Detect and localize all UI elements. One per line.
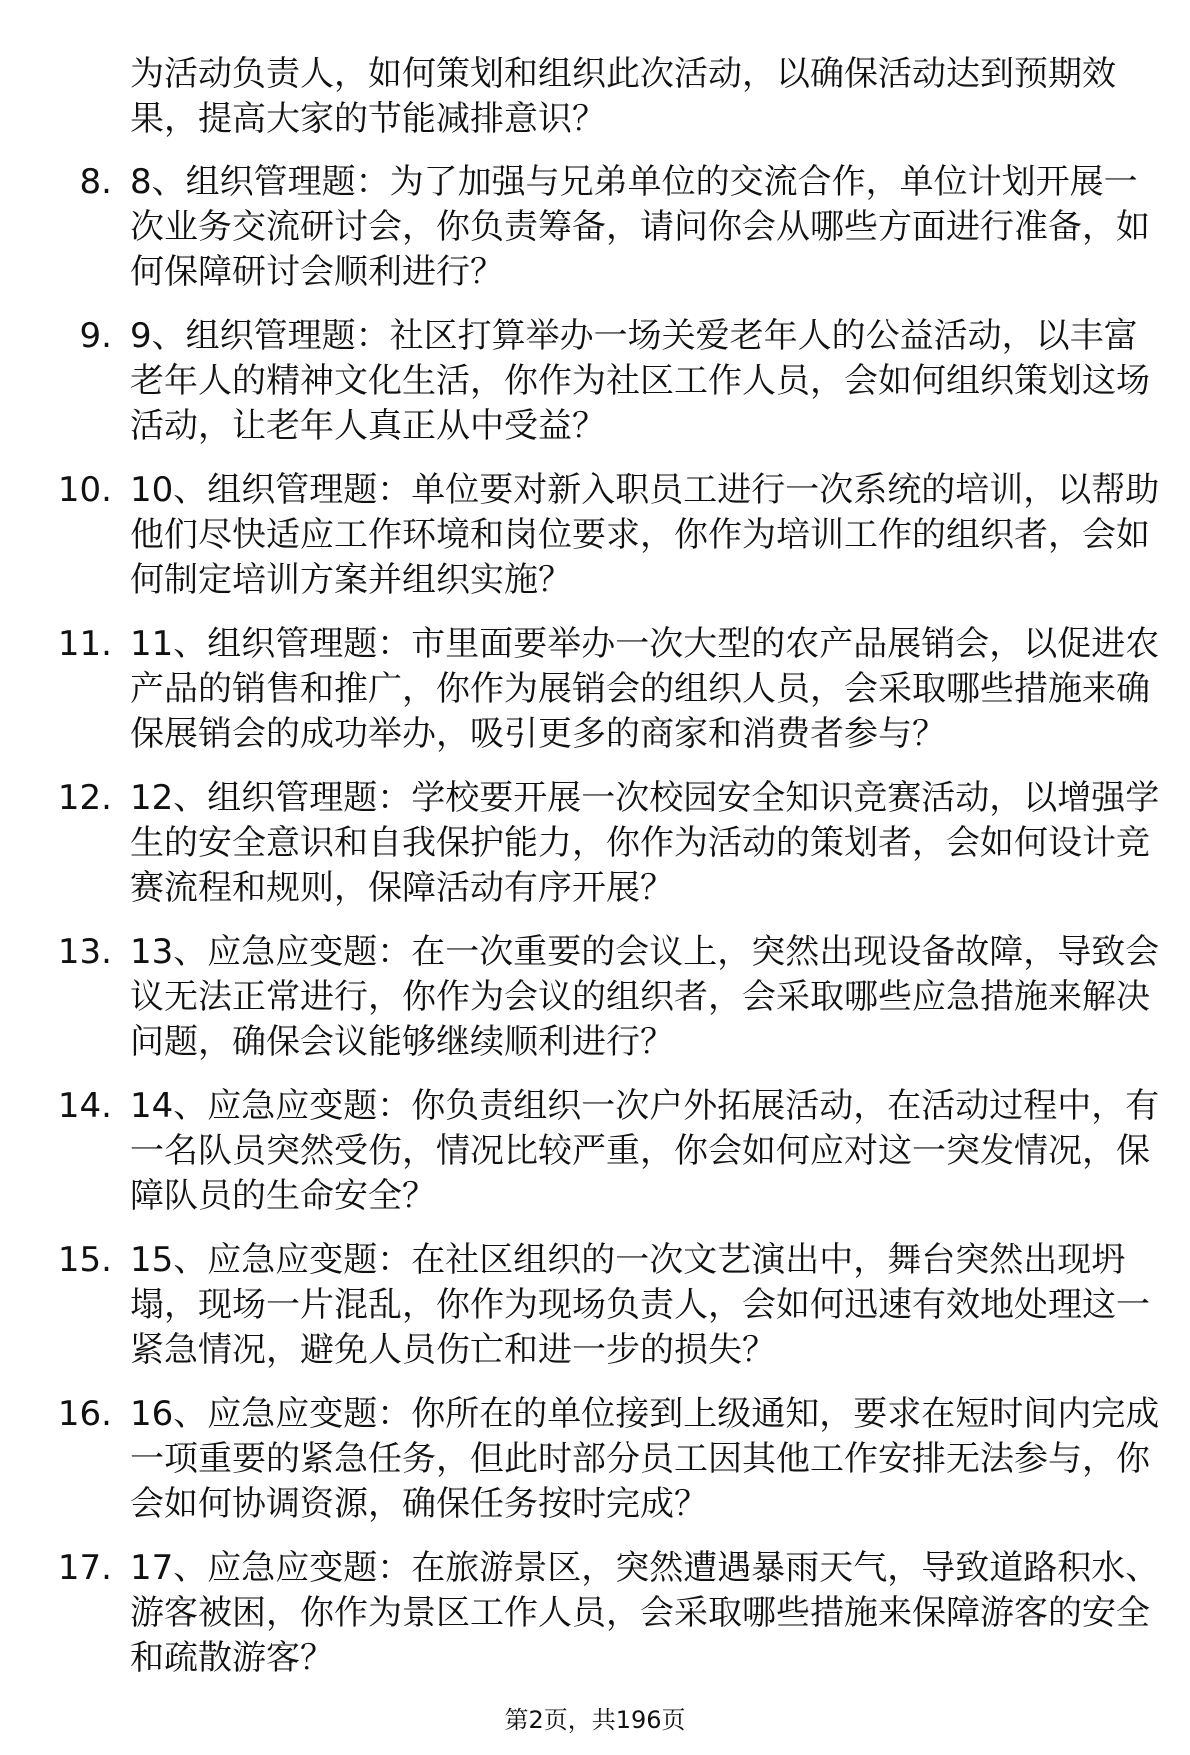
list-item [0, 1084, 1190, 1219]
list-item [0, 314, 1190, 449]
list-item [0, 468, 1190, 603]
item-text: 8、组织管理题：为了加强与兄弟单位的交流合作，单位计划开展一次业务交流研讨会，你负责筹备，请问你会从哪些方面进行准备，如何保障研讨会顺利进行？ [130, 162, 1150, 292]
item-number: 13. [57, 932, 112, 972]
item-number: 9. [79, 316, 112, 356]
list-item [0, 622, 1190, 757]
item-number: 17. [57, 1548, 112, 1588]
item-text: 12、组织管理题：学校要开展一次校园安全知识竞赛活动，以增强学生的安全意识和自我保护能力，你作为活动的策划者，会如何设计竞赛流程和规则，保障活动有序开展？ [130, 778, 1160, 908]
item-number: 10. [57, 470, 112, 510]
list-item [0, 1392, 1190, 1527]
item-text: 14、应急应变题：你负责组织一次户外拓展活动，在活动过程中，有一名队员突然受伤，情况比较严重，你会如何应对这一突发情况，保障队员的生命安全？ [130, 1086, 1160, 1216]
item-text: 9、组织管理题：社区打算举办一场关爱老年人的公益活动，以丰富老年人的精神文化生活，你作为社区工作人员，会如何组织策划这场活动，让老年人真正从中受益？ [130, 316, 1150, 446]
item-number: 11. [57, 624, 112, 664]
item-number: 16. [57, 1394, 112, 1434]
item-text: 15、应急应变题：在社区组织的一次文艺演出中，舞台突然出现坍塌，现场一片混乱，你作为现场负责人，会如何迅速有效地处理这一紧急情况，避免人员伤亡和进一步的损失？ [130, 1240, 1150, 1370]
item-text: 17、应急应变题：在旅游景区，突然遭遇暴雨天气，导致道路积水、游客被困，你作为景区工作人员，会采取哪些措施来保障游客的安全和疏散游客？ [130, 1548, 1160, 1678]
list-item [0, 160, 1190, 295]
list-item [0, 930, 1190, 1065]
continuation-paragraph: 为活动负责人，如何策划和组织此次活动，以确保活动达到预期效果，提高大家的节能减排意识？ [130, 54, 1116, 139]
item-number: 15. [57, 1240, 112, 1280]
item-number: 12. [57, 778, 112, 818]
list-item [0, 1238, 1190, 1373]
item-number: 14. [57, 1086, 112, 1126]
item-text: 10、组织管理题：单位要对新入职员工进行一次系统的培训，以帮助他们尽快适应工作环境和岗位要求，你作为培训工作的组织者，会如何制定培训方案并组织实施？ [130, 470, 1160, 600]
list-item [0, 776, 1190, 911]
list-item [0, 1546, 1190, 1681]
item-text: 11、组织管理题：市里面要举办一次大型的农产品展销会，以促进农产品的销售和推广，你作为展销会的组织人员，会采取哪些措施来确保展销会的成功举办，吸引更多的商家和消费者参与？ [130, 624, 1160, 754]
item-number: 8. [79, 162, 112, 202]
item-text: 13、应急应变题：在一次重要的会议上，突然出现设备故障，导致会议无法正常进行，你作为会议的组织者，会采取哪些应急措施来解决问题，确保会议能够继续顺利进行？ [130, 932, 1160, 1062]
item-text: 16、应急应变题：你所在的单位接到上级通知，要求在短时间内完成一项重要的紧急任务，但此时部分员工因其他工作安排无法参与，你会如何协调资源，确保任务按时完成？ [130, 1394, 1160, 1524]
page-footer: 第2页，共196页 [504, 1706, 686, 1734]
question-list [0, 160, 1190, 1700]
